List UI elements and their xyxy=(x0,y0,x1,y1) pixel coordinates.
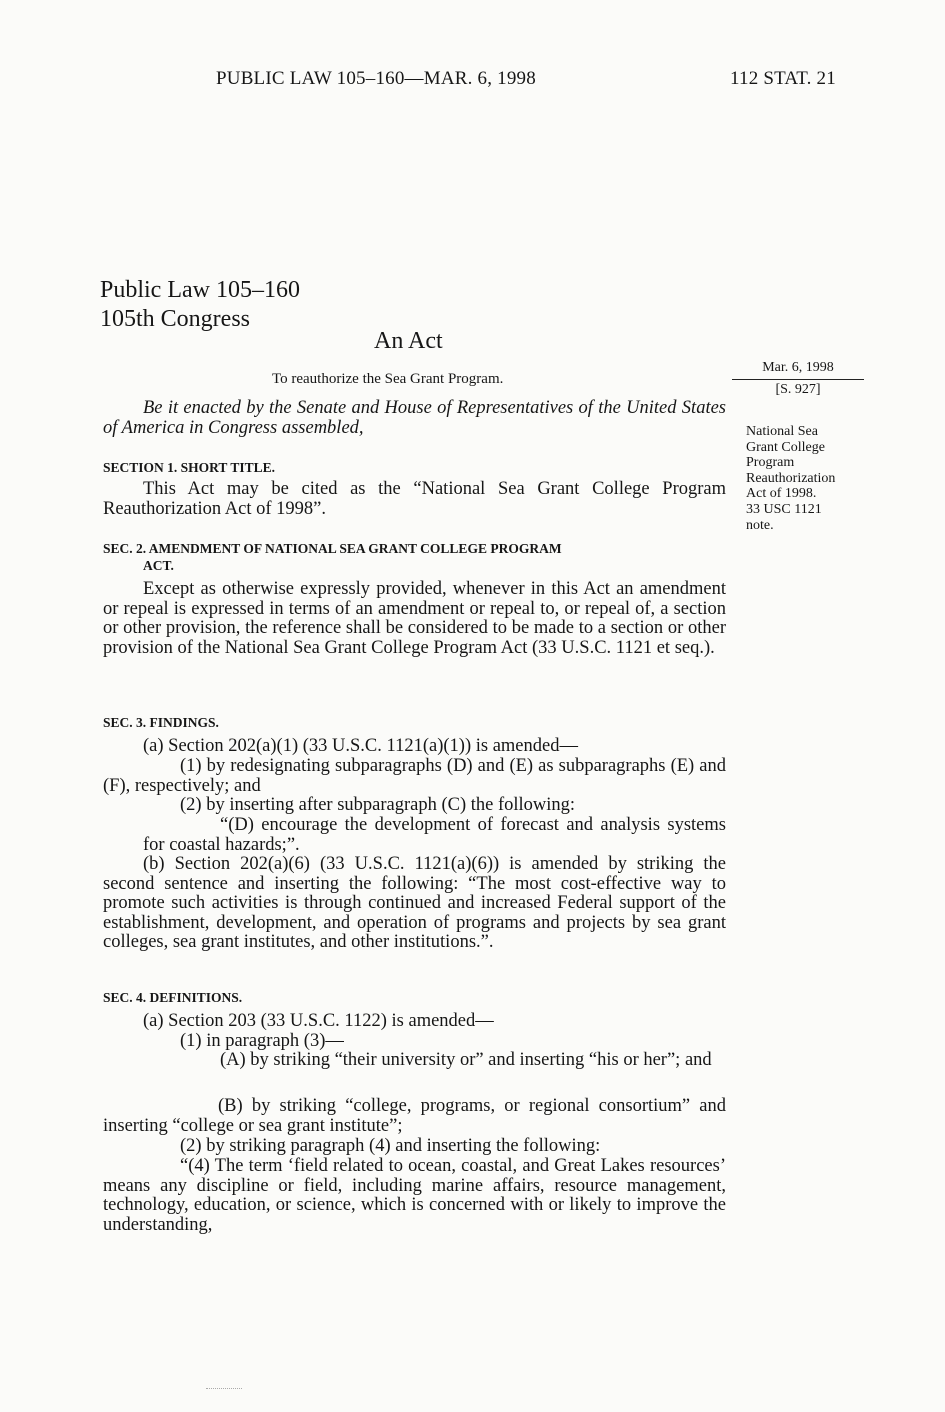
section-2-body: Except as otherwise expressly provided, whenever in this Act an amendment or repeal is expressed in terms of an amendment or repeal to, or repeal of, a section or other provision, the reference shall be considered to be made to a section or other provision of the National Sea Grant College Program Act (33 U.S.C. 1121 et seq.). xyxy=(103,579,726,658)
section-4-heading: SEC. 4. DEFINITIONS. xyxy=(103,990,243,1005)
section-3-a: (a) Section 202(a)(1) (33 U.S.C. 1121(a)(1)) is amended— xyxy=(143,736,578,756)
public-law-number: Public Law 105–160 xyxy=(100,277,300,303)
section-2-heading-line: ACT. xyxy=(143,558,174,573)
margin-date: Mar. 6, 1998 xyxy=(762,360,834,375)
section-2-heading xyxy=(103,540,726,574)
section-4-a2-quote: “(4) The term ‘field related to ocean, coastal, and Great Lakes resources’ means any discipline or field, including marine affairs, resource management, technology, education, or science, which is concerned with or likely to improve the understanding, xyxy=(103,1156,726,1235)
page-number: 112 STAT. 21 xyxy=(730,68,836,89)
section-4-a1A: (A) by striking “their university or” and inserting “his or her”; and xyxy=(220,1050,712,1070)
margin-note-line: Grant College xyxy=(746,439,825,455)
enacting-clause: Be it enacted by the Senate and House of Representatives of the United States of America in Congress assembled, xyxy=(103,398,726,438)
margin-note-line: Act of 1998. xyxy=(746,486,817,502)
section-3-heading: SEC. 3. FINDINGS. xyxy=(103,715,219,730)
section-3-a1: (1) by redesignating subparagraphs (D) and (E) as subparagraphs (E) and (F), respectively; and xyxy=(103,756,726,796)
running-header-title: PUBLIC LAW 105–160—MAR. 6, 1998 xyxy=(216,68,536,89)
scan-artifact xyxy=(206,1388,242,1390)
margin-note-line: note. xyxy=(746,517,774,533)
section-1-heading: SECTION 1. SHORT TITLE. xyxy=(103,460,275,475)
section-2-heading-line: SEC. 2. AMENDMENT OF NATIONAL SEA GRANT COLLEGE PROGRAM xyxy=(103,541,562,556)
section-4-a: (a) Section 203 (33 U.S.C. 1122) is amended— xyxy=(143,1011,494,1031)
margin-date-rule xyxy=(732,379,864,380)
section-3-a2-quote: “(D) encourage the development of forecast and analysis systems for coastal hazards;”. xyxy=(143,815,726,855)
section-4-a2: (2) by striking paragraph (4) and inserting the following: xyxy=(180,1136,601,1156)
margin-note-line: 33 USC 1121 xyxy=(746,501,822,517)
congress-number: 105th Congress xyxy=(100,306,250,332)
section-3-b: (b) Section 202(a)(6) (33 U.S.C. 1121(a)(6)) is amended by striking the second sentence and inserting the following: “The most cost-effective way to promote such activities is through continued and increased Federal support of the establishment, development, and operation of programs and projects by sea grant colleges, sea grant institutes, and other institutions.”. xyxy=(103,854,726,953)
act-heading: An Act xyxy=(374,328,443,354)
act-purpose: To reauthorize the Sea Grant Program. xyxy=(272,371,504,387)
section-1-body: This Act may be cited as the “National Sea Grant College Program Reauthorization Act of 1998”. xyxy=(103,479,726,519)
section-4-a1B: (B) by striking “college, programs, or regional consortium” and inserting “college or sea grant institute”; xyxy=(103,1096,726,1136)
margin-date-box xyxy=(732,360,864,398)
margin-note-short-title xyxy=(746,424,866,533)
margin-note-line: National Sea xyxy=(746,424,818,439)
margin-note-line: Reauthorization xyxy=(746,470,836,486)
margin-bill-number: [S. 927] xyxy=(775,382,821,397)
law-title xyxy=(100,276,300,334)
section-3-a2: (2) by inserting after subparagraph (C) the following: xyxy=(180,795,576,815)
margin-note-line: Program xyxy=(746,455,795,471)
section-4-a1: (1) in paragraph (3)— xyxy=(180,1031,344,1051)
